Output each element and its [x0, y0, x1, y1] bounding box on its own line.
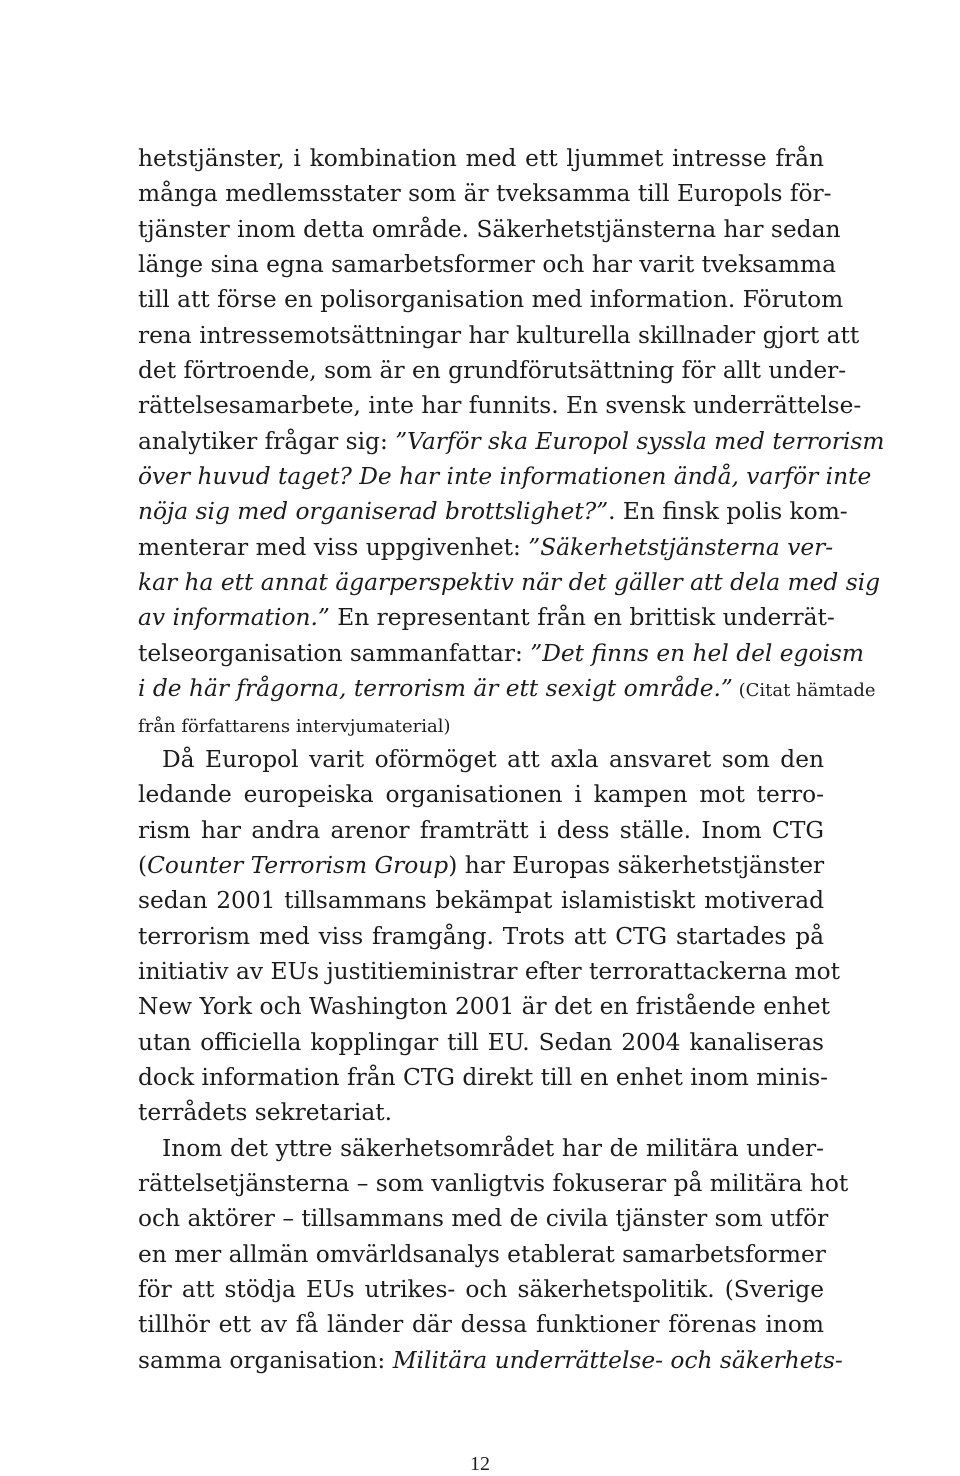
text-run: tillhör ett av få länder där dessa funktioner förenas inom [138, 1311, 824, 1339]
text-run: utan officiella kopplingar till EU. Sedan 2004 kanaliseras [138, 1028, 824, 1056]
text-run: länge sina egna samarbetsformer och har varit tveksamma [138, 251, 837, 279]
italic-text: av information.” [138, 604, 330, 632]
italic-text: kar ha ett annat ägarperspektiv när det gäller att dela med sig [138, 569, 881, 597]
italic-text: Militära underrättelse- och säkerhets- [392, 1346, 843, 1374]
text-line [138, 388, 862, 423]
text-run: analytiker frågar sig: [138, 427, 396, 455]
text-run: ) har Europas säkerhetstjänster [448, 851, 825, 879]
text-run: tjänster inom detta område. Säkerhetstjänsterna har sedan [138, 215, 841, 243]
text-run: Då Europol varit oförmöget att axla ansvaret som den [162, 745, 824, 773]
text-line [138, 1166, 849, 1201]
text-line [138, 813, 824, 848]
italic-text: ”Säkerhetstjänsterna ver- [528, 533, 834, 561]
text-line [138, 176, 832, 211]
text-run: ledande europeiska organisationen i kampen mot terro- [138, 781, 824, 809]
text-line [138, 318, 860, 353]
text-run: initiativ av EUs justitieministrar efter terrorattackerna mot [138, 957, 840, 985]
italic-text: nöja sig med organiserad brottslighet?” [138, 498, 609, 526]
text-run: hetstjänster, i kombination med ett ljummet intresse från [138, 145, 824, 172]
body-text [138, 141, 885, 1378]
text-run: och aktörer – tillsammans med de civila tjänster som utför [138, 1205, 829, 1233]
italic-text: ”Det finns en hel del egoism [530, 639, 864, 667]
text-run: samma organisation: [138, 1346, 393, 1374]
text-run: rena intressemotsättningar har kulturella skillnader gjort att [138, 321, 860, 349]
text-line [138, 1201, 829, 1236]
italic-text: i de här frågorna, terrorism är ett sexigt område.” [138, 675, 733, 703]
text-run: en mer allmän omvärldsanalys etablerat samarbetsformer [138, 1240, 826, 1268]
text-line [138, 919, 824, 954]
text-run: rättelsesamarbete, inte har funnits. En svensk underrättelse- [138, 392, 862, 420]
text-line [138, 212, 841, 247]
text-run: sedan 2001 tillsammans bekämpat islamistiskt motiverad [138, 887, 824, 915]
text-line [138, 671, 876, 706]
text-run: från författarens intervjumaterial) [138, 715, 451, 737]
text-run: rättelsetjänsterna – som vanligtvis fokuserar på militära hot [138, 1169, 849, 1197]
text-run: dock information från CTG direkt till en enhet inom minis- [138, 1063, 829, 1091]
text-line [138, 954, 840, 989]
text-run: menterar med viss uppgivenhet: [138, 533, 529, 561]
text-run: (Citat hämtade [732, 680, 876, 702]
text-line [138, 530, 834, 565]
text-line [138, 424, 885, 459]
text-run: En representant från en brittisk underrät- [329, 604, 835, 632]
text-line [138, 1025, 824, 1060]
text-line [138, 1237, 824, 1272]
text-run: . En finsk polis kom- [608, 498, 848, 526]
text-line [138, 1343, 843, 1378]
text-line [138, 600, 835, 635]
text-line [138, 247, 837, 282]
text-run: telseorganisation sammanfattar: [138, 639, 531, 667]
text-line [138, 742, 824, 777]
text-run: ( [138, 851, 148, 879]
italic-text: Counter Terrorism Group [147, 851, 449, 879]
text-line [138, 1272, 824, 1307]
text-line [138, 565, 881, 600]
text-run: för att stödja EUs utrikes- och säkerhetspolitik. (Sverige [138, 1276, 824, 1303]
text-run: till att förse en polisorganisation med information. Förutom [138, 286, 844, 314]
text-run: rism har andra arenor framträtt i dess ställe. Inom CTG [138, 816, 824, 844]
text-line [138, 883, 824, 918]
text-line [138, 1095, 824, 1130]
text-run: det förtroende, som är en grundförutsättning för allt under- [138, 357, 847, 385]
text-line [138, 141, 824, 176]
text-line [138, 494, 848, 529]
text-line [138, 282, 844, 317]
page-number: 12 [470, 1453, 490, 1475]
text-run: många medlemsstater som är tveksamma till Europols för- [138, 180, 832, 208]
text-line [138, 636, 864, 671]
text-line [138, 1307, 824, 1342]
text-run: New York och Washington 2001 är det en fristående enhet [138, 993, 831, 1021]
text-run: terrådets sekretariat. [138, 1099, 393, 1127]
text-run: Inom det yttre säkerhetsområdet har de militära under- [162, 1134, 824, 1162]
text-line [138, 777, 824, 812]
text-line [138, 989, 831, 1024]
text-line [138, 848, 824, 883]
text-run: terrorism med viss framgång. Trots att CTG startades på [138, 922, 824, 950]
text-line [138, 1060, 829, 1095]
italic-text: över huvud taget? De har inte informationen ändå, varför inte [138, 463, 872, 491]
italic-text: ”Varför ska Europol syssla med terrorism [395, 427, 885, 455]
text-line [138, 353, 847, 388]
text-line [138, 1131, 824, 1166]
text-line [138, 459, 872, 494]
text-line [138, 707, 824, 742]
